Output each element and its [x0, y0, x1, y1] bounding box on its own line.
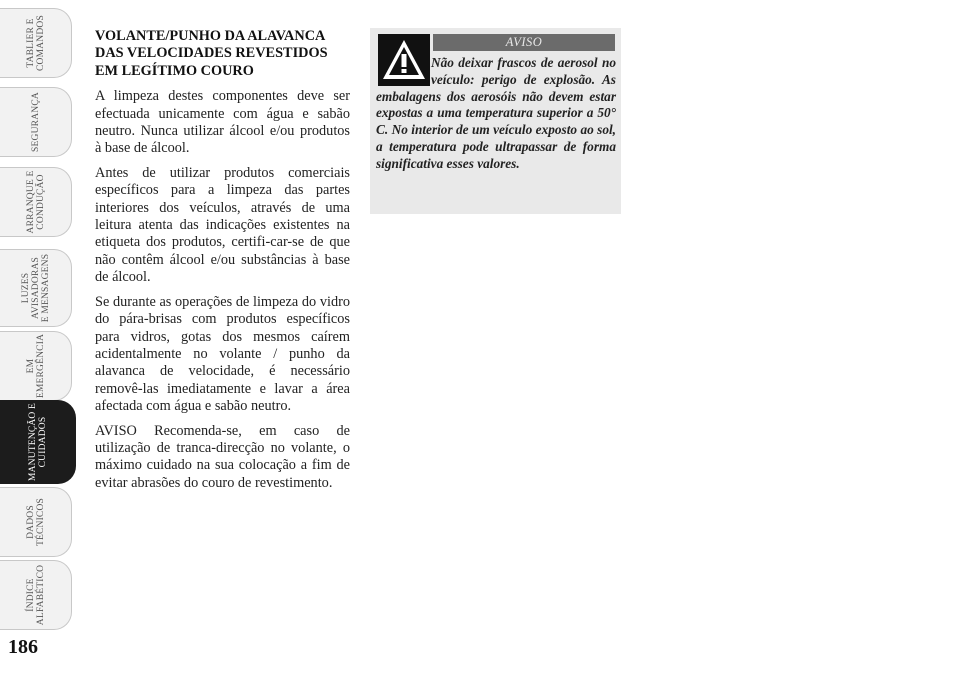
section-heading: VOLANTE/PUNHO DA ALAVANCA DAS VELOCIDADES REVESTIDOS EM LEGÍTIMO COURO [95, 28, 328, 79]
tab-label: DADOS TÉCNICOS [25, 497, 46, 547]
tab-em-emergencia[interactable] [0, 331, 72, 401]
page-number: 186 [8, 636, 38, 658]
tab-luzes-avisadoras[interactable] [0, 249, 72, 327]
tab-label: SEGURANÇA [30, 92, 41, 152]
article-column [95, 28, 350, 499]
tab-label: LUZES AVISADORAS E MENSAGENS [20, 253, 51, 323]
tab-tablier-comandos[interactable] [0, 8, 72, 78]
tab-indice-alfabetico[interactable] [0, 560, 72, 630]
paragraph: Antes de utilizar produtos comerciais específicos para a limpeza das partes interiores dos veículos, através de uma leitura atenta das indicações existentes na etiqueta dos produtos, certifi-car-se de que não contêm álcool e/ou substâncias à base de álcool. [95, 164, 350, 286]
tab-seguranca[interactable] [0, 87, 72, 157]
tab-label: MANUTENÇÃO E CUIDADOS [27, 402, 48, 482]
tab-label: ÍNDICE ALFABÉTICO [25, 564, 46, 626]
paragraph: Se durante as operações de limpeza do vidro do pára-brisas com produtos específicos para vidros, gotas dos mesmos caírem acidentalmente no volante / punho da alavanca de velocidade, é necessário removê-las imediatamente e lavar a área afectada com água e sabão neutro. [95, 293, 350, 415]
paragraph: A limpeza destes componentes deve ser efectuada unicamente com água e sabão neutro. Nunca utilizar álcool e/ou produtos à base de álcool. [95, 88, 350, 157]
tab-arranque-conducao[interactable] [0, 167, 72, 237]
section-tabs [0, 0, 80, 640]
tab-label: EM EMERGÊNCIA [25, 333, 46, 399]
warning-text: Não deixar frascos de aerosol no veículo: perigo de explosão. As embalagens dos aerosóis não devem estar expostas a uma temperatura superior a 50° C. No interior de um veículo exposto ao sol, a temperatura pode ultrapassar de forma significativa esses valores. [376, 55, 616, 171]
tab-label: ARRANQUE E CONDUÇÃO [25, 170, 46, 234]
tab-label: TABLIER E COMANDOS [25, 15, 46, 71]
warning-text-block [376, 55, 616, 173]
warning-header: AVISO [433, 34, 615, 51]
icon-spacer [376, 55, 431, 87]
warning-box [370, 28, 621, 214]
tab-dados-tecnicos[interactable] [0, 487, 72, 557]
paragraph: AVISO Recomenda-se, em caso de utilização de tranca-direcção no volante, o máximo cuidado na sua colocação a fim de evitar abrasões do couro de revestimento. [95, 422, 350, 491]
tab-manutencao-cuidados[interactable] [0, 400, 76, 484]
